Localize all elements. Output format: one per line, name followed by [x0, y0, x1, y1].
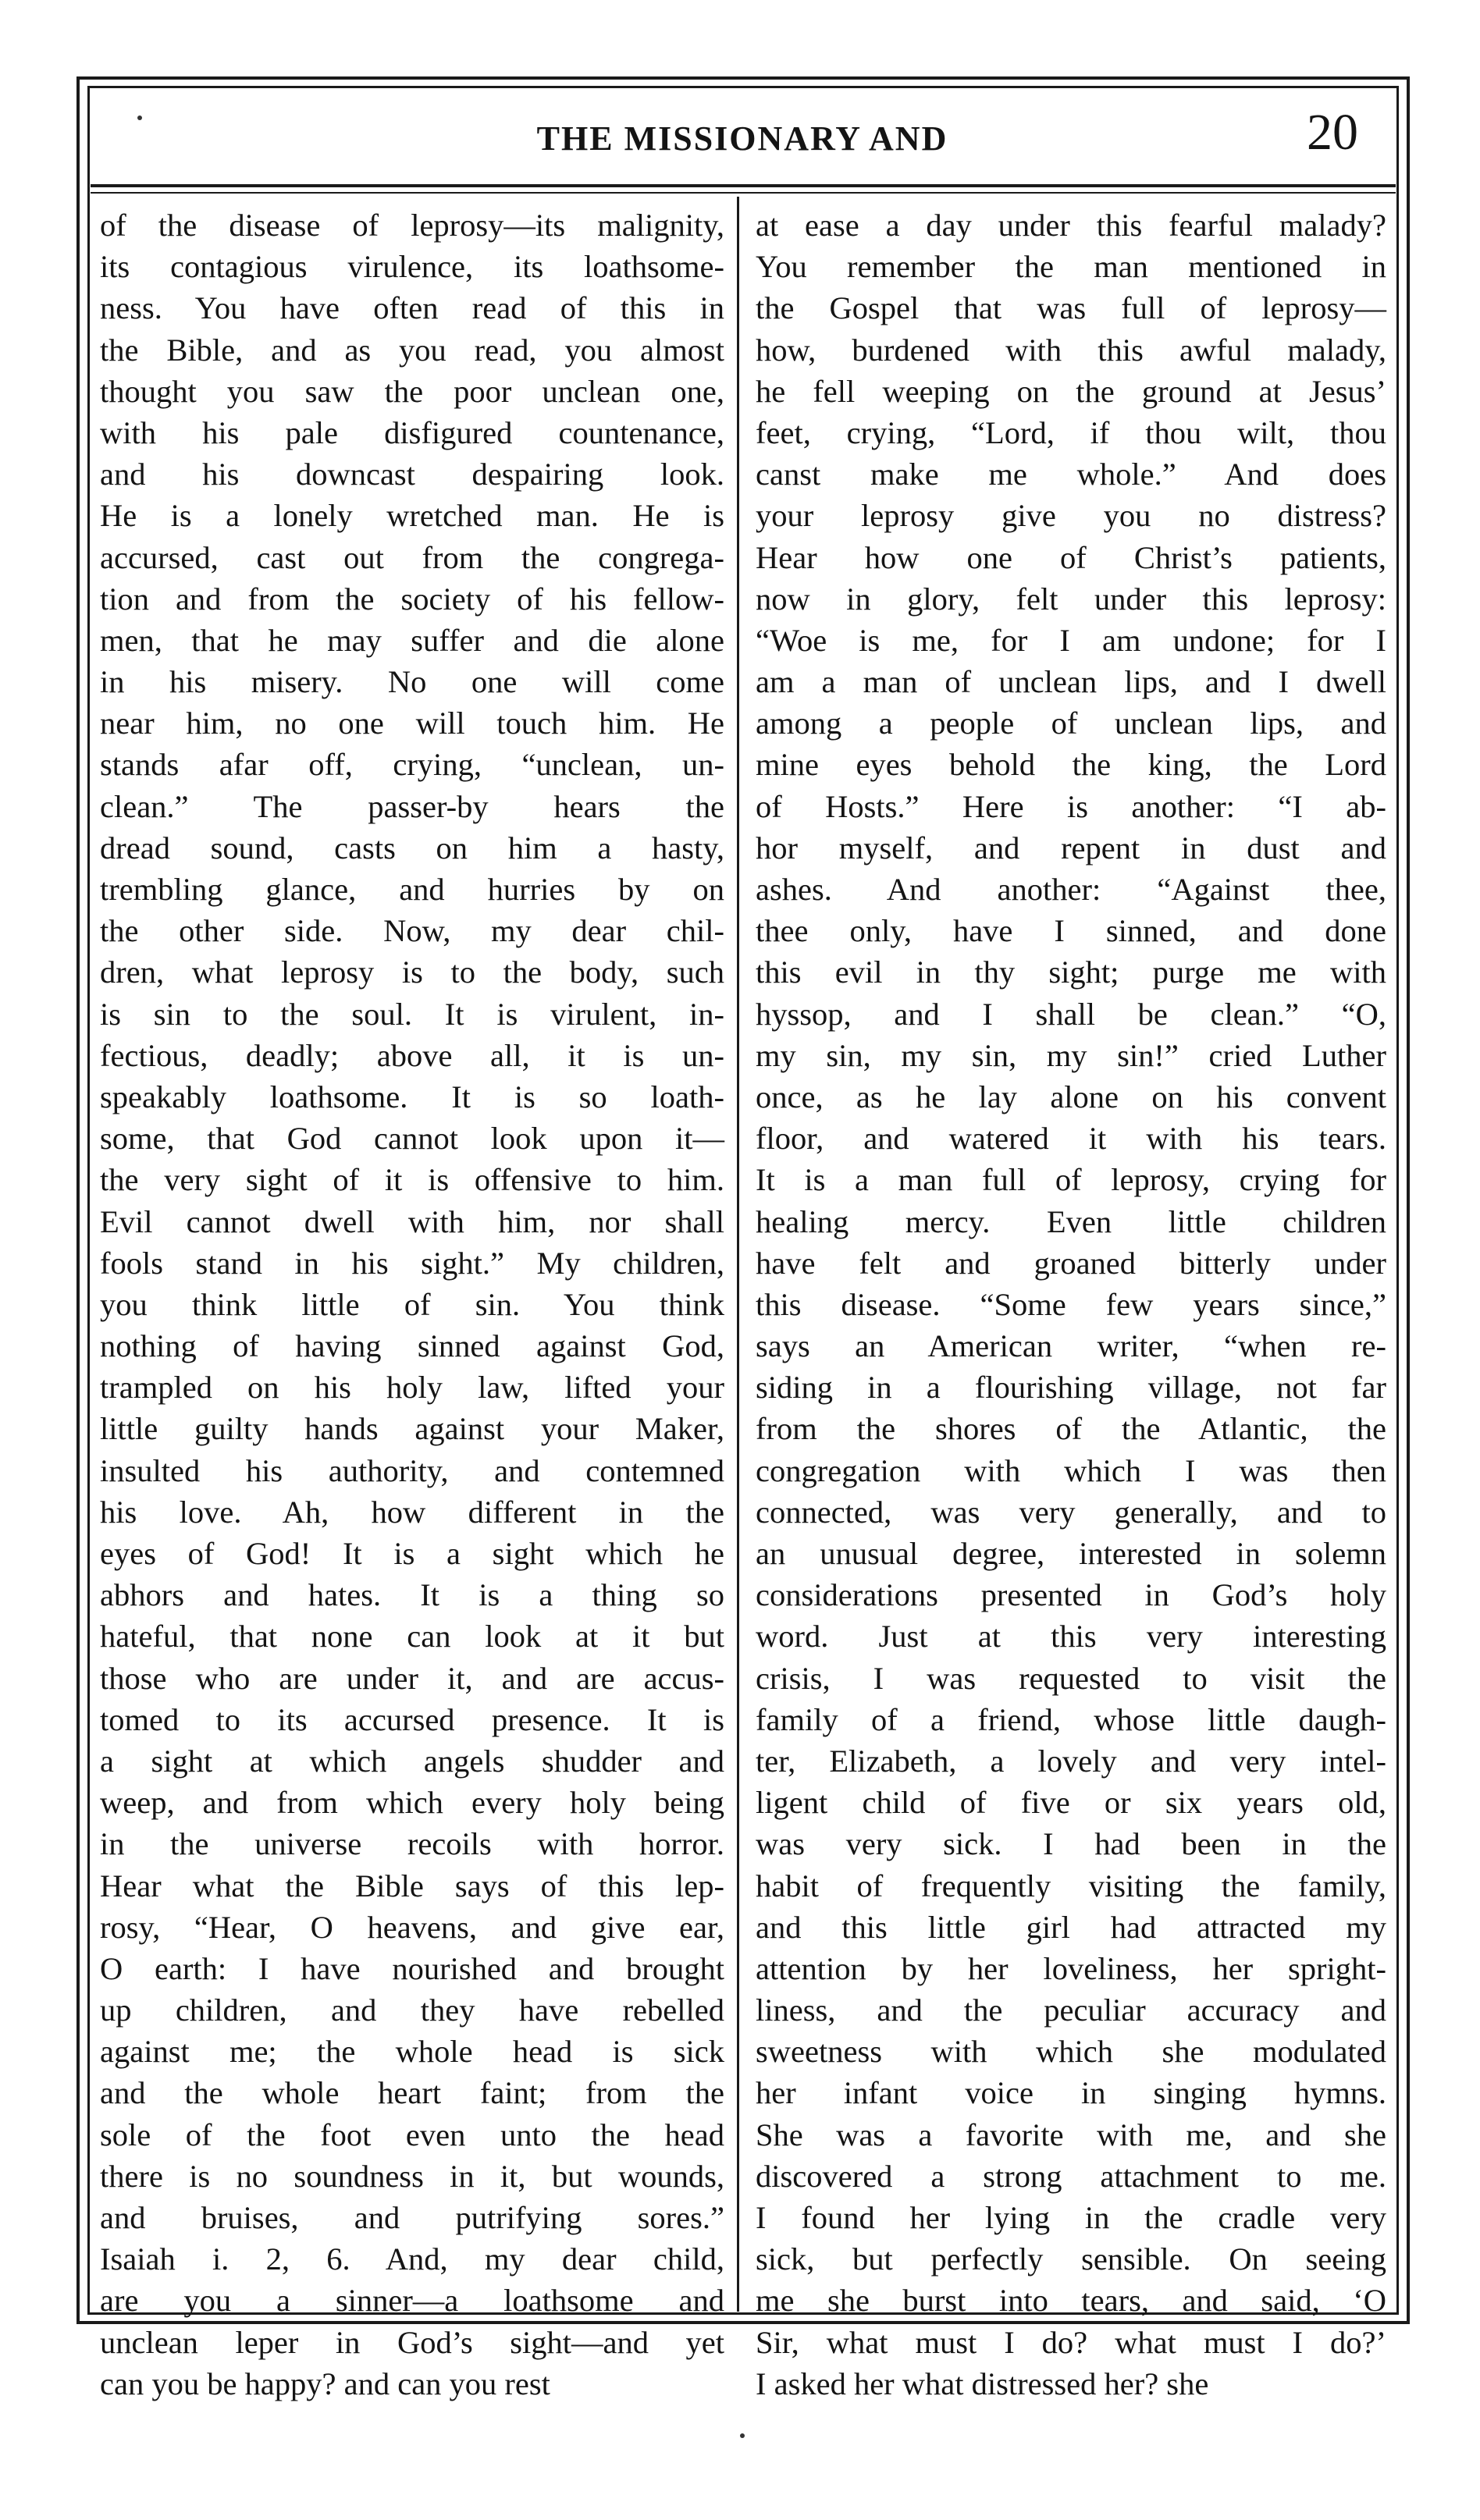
text-line: men, that he may suffer and die alone — [100, 622, 724, 658]
text-line: family of a friend, whose little daugh- — [756, 1701, 1386, 1737]
text-line: sole of the foot even unto the head — [100, 2117, 724, 2152]
text-line: and the whole heart faint; from the — [100, 2075, 724, 2111]
text-line: ter, Elizabeth, a lovely and very intel- — [756, 1743, 1386, 1779]
text-line: he fell weeping on the ground at Jesus’ — [756, 373, 1386, 409]
text-line: some, that God cannot look upon it— — [100, 1121, 724, 1157]
text-line: your leprosy give you no distress? — [756, 498, 1386, 534]
text-line: trembling glance, and hurries by on — [100, 872, 724, 907]
text-line: rosy, “Hear, O heavens, and give ear, — [100, 1909, 724, 1945]
text-line: once, as he lay alone on his convent — [756, 1079, 1386, 1114]
text-line: tomed to its accursed presence. It is — [100, 1701, 724, 1737]
text-line: hor myself, and repent in dust and — [756, 830, 1386, 865]
page-number: 20 — [1307, 104, 1358, 161]
running-title: THE MISSIONARY AND — [536, 119, 948, 158]
text-line: little guilty hands against your Maker, — [100, 1411, 724, 1447]
text-line: thought you saw the poor unclean one, — [100, 373, 724, 409]
text-line: up children, and they have rebelled — [100, 1992, 724, 2028]
text-line: considerations presented in God’s holy — [756, 1577, 1386, 1613]
text-line: trampled on his holy law, lifted your — [100, 1370, 724, 1406]
text-line: have felt and groaned bitterly under — [756, 1245, 1386, 1281]
text-line: there is no soundness in it, but wounds, — [100, 2158, 724, 2194]
text-line: siding in a flourishing village, not far — [756, 1370, 1386, 1406]
text-line: mine eyes behold the king, the Lord — [756, 747, 1386, 783]
text-line: unclean leper in God’s sight—and yet — [100, 2324, 724, 2360]
text-line: dren, what leprosy is to the body, such — [100, 954, 724, 990]
text-line: of the disease of leprosy—its malignity, — [100, 208, 724, 243]
text-line: eyes of God! It is a sight which he — [100, 1536, 724, 1571]
text-line: healing mercy. Even little children — [756, 1203, 1386, 1239]
text-line: fools stand in his sight.” My children, — [100, 1245, 724, 1281]
text-line: and his downcast despairing look. — [100, 457, 724, 492]
text-line: the Gospel that was full of leprosy— — [756, 290, 1386, 326]
text-line: dread sound, casts on him a hasty, — [100, 830, 724, 865]
text-line: you think little of sin. You think — [100, 1286, 724, 1322]
text-line: insulted his authority, and contemned — [100, 1452, 724, 1488]
page-header — [94, 92, 1391, 178]
text-line: I found her lying in the cradle very — [756, 2200, 1386, 2235]
text-line: an unusual degree, interested in solemn — [756, 1536, 1386, 1571]
text-line: “Woe is me, for I am undone; for I — [756, 622, 1386, 658]
column-divider — [737, 197, 739, 2312]
text-line: how, burdened with this awful malady, — [756, 332, 1386, 368]
text-line: weep, and from which every holy being — [100, 1785, 724, 1821]
text-line: the other side. Now, my dear chil- — [100, 913, 724, 949]
print-speck — [740, 2433, 745, 2438]
text-line: the very sight of it is offensive to him. — [100, 1162, 724, 1198]
text-line: those who are under it, and are accus- — [100, 1660, 724, 1696]
text-line: Hear how one of Christ’s patients, — [756, 539, 1386, 575]
text-line: Sir, what must I do? what must I do?’ — [756, 2324, 1386, 2360]
text-line: hateful, that none can look at it but — [100, 1619, 724, 1655]
text-line: I asked her what distressed her? she — [756, 2365, 1209, 2401]
text-line: was very sick. I had been in the — [756, 1826, 1386, 1862]
text-line: crisis, I was requested to visit the — [756, 1660, 1386, 1696]
text-line: near him, no one will touch him. He — [100, 706, 724, 741]
text-line: with his pale disfigured countenance, — [100, 414, 724, 450]
text-line: of Hosts.” Here is another: “I ab- — [756, 788, 1386, 824]
text-line: She was a favorite with me, and she — [756, 2117, 1386, 2152]
text-line: You remember the man mentioned in — [756, 249, 1386, 285]
text-line: nothing of having sinned against God, — [100, 1328, 724, 1364]
text-line: floor, and watered it with his tears. — [756, 1121, 1386, 1157]
text-line: the Bible, and as you read, you almost — [100, 332, 724, 368]
text-line: thee only, have I sinned, and done — [756, 913, 1386, 949]
text-line: canst make me whole.” And does — [756, 457, 1386, 492]
text-line: a sight at which angels shudder and — [100, 1743, 724, 1779]
text-line: at ease a day under this fearful malady? — [756, 208, 1386, 243]
text-line: ashes. And another: “Against thee, — [756, 872, 1386, 907]
text-line: hyssop, and I shall be clean.” “O, — [756, 996, 1386, 1032]
text-line: and bruises, and putrifying sores.” — [100, 2200, 724, 2235]
text-line: his love. Ah, how different in the — [100, 1494, 724, 1530]
print-speck — [137, 116, 142, 120]
text-line: in his misery. No one will come — [100, 664, 724, 700]
text-line: clean.” The passer-by hears the — [100, 788, 724, 824]
text-line: its contagious virulence, its loathsome- — [100, 249, 724, 285]
text-column-right — [756, 204, 1386, 2401]
text-line: sweetness with which she modulated — [756, 2034, 1386, 2070]
text-line: her infant voice in singing hymns. — [756, 2075, 1386, 2111]
text-line: accursed, cast out from the congrega- — [100, 539, 724, 575]
header-rule — [91, 184, 1396, 187]
text-line: congregation with which I was then — [756, 1452, 1386, 1488]
text-line: feet, crying, “Lord, if thou wilt, thou — [756, 414, 1386, 450]
text-line: is sin to the soul. It is virulent, in- — [100, 996, 724, 1032]
text-line: now in glory, felt under this leprosy: — [756, 581, 1386, 617]
text-line: can you be happy? and can you rest — [100, 2365, 550, 2401]
text-line: word. Just at this very interesting — [756, 1619, 1386, 1655]
text-line: He is a lonely wretched man. He is — [100, 498, 724, 534]
text-line: Hear what the Bible says of this lep- — [100, 1868, 724, 1903]
text-line: sick, but perfectly sensible. On seeing — [756, 2241, 1386, 2277]
text-line: discovered a strong attachment to me. — [756, 2158, 1386, 2194]
text-line: and this little girl had attracted my — [756, 1909, 1386, 1945]
text-line: this disease. “Some few years since,” — [756, 1286, 1386, 1322]
text-line: in the universe recoils with horror. — [100, 1826, 724, 1862]
text-line: Isaiah i. 2, 6. And, my dear child, — [100, 2241, 724, 2277]
header-rule-thin — [91, 192, 1396, 194]
text-column-left — [100, 204, 724, 2401]
text-line: among a people of unclean lips, and — [756, 706, 1386, 741]
text-line: tion and from the society of his fellow- — [100, 581, 724, 617]
text-line: my sin, my sin, my sin!” cried Luther — [756, 1037, 1386, 1073]
text-line: speakably loathsome. It is so loath- — [100, 1079, 724, 1114]
text-line: from the shores of the Atlantic, the — [756, 1411, 1386, 1447]
text-line: against me; the whole head is sick — [100, 2034, 724, 2070]
text-line: habit of frequently visiting the family, — [756, 1868, 1386, 1903]
text-line: attention by her loveliness, her spright- — [756, 1950, 1386, 1986]
text-line: Evil cannot dwell with him, nor shall — [100, 1203, 724, 1239]
text-line: says an American writer, “when re- — [756, 1328, 1386, 1364]
text-line: me she burst into tears, and said, ‘O — [756, 2283, 1386, 2319]
text-line: this evil in thy sight; purge me with — [756, 954, 1386, 990]
text-line: fectious, deadly; above all, it is un- — [100, 1037, 724, 1073]
text-line: am a man of unclean lips, and I dwell — [756, 664, 1386, 700]
text-line: It is a man full of leprosy, crying for — [756, 1162, 1386, 1198]
text-line: are you a sinner—a loathsome and — [100, 2283, 724, 2319]
text-line: ligent child of five or six years old, — [756, 1785, 1386, 1821]
text-line: liness, and the peculiar accuracy and — [756, 1992, 1386, 2028]
text-line: connected, was very generally, and to — [756, 1494, 1386, 1530]
text-line: abhors and hates. It is a thing so — [100, 1577, 724, 1613]
text-line: O earth: I have nourished and brought — [100, 1950, 724, 1986]
text-line: ness. You have often read of this in — [100, 290, 724, 326]
text-line: stands afar off, crying, “unclean, un- — [100, 747, 724, 783]
